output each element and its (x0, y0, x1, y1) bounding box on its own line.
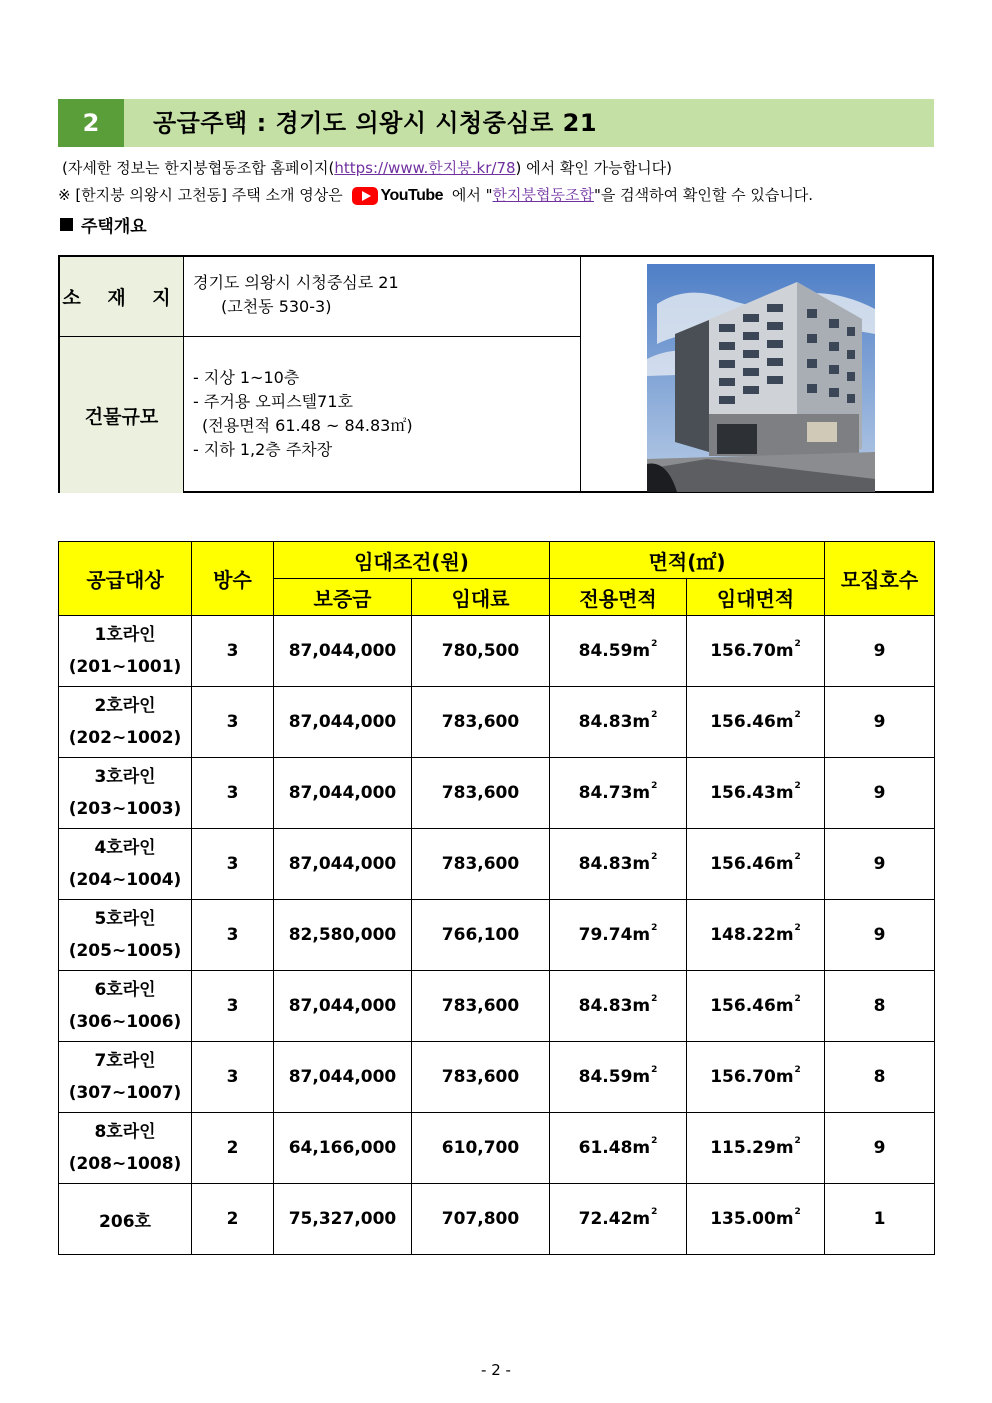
area-unit-sup: 2 (794, 1207, 801, 1217)
cell-units: 1 (825, 1184, 935, 1255)
cell-rooms: 3 (192, 971, 274, 1042)
area-value: 156.46 (710, 854, 776, 874)
scale-line: - 주거용 오피스텔71호 (193, 392, 353, 411)
scale-line: (전용면적 61.48 ~ 84.83㎡) (202, 416, 413, 435)
header-rent-conditions: 임대조건(원) (274, 542, 550, 579)
area-unit: m (632, 783, 651, 803)
header-area: 면적(㎡) (550, 542, 825, 579)
cell-rent: 783,600 (412, 758, 550, 829)
cell-units: 9 (825, 1113, 935, 1184)
cell-units: 8 (825, 971, 935, 1042)
cell-target: 206호 (59, 1184, 192, 1255)
area-value: 115.29 (710, 1138, 776, 1158)
scale-value (184, 337, 581, 493)
youtube-wordmark: YouTube (380, 186, 444, 204)
cell-target (59, 687, 192, 758)
info-line-youtube (58, 184, 813, 205)
cell-rooms: 3 (192, 687, 274, 758)
cell-rent: 783,600 (412, 829, 550, 900)
cell-target (59, 829, 192, 900)
section-header (58, 99, 934, 147)
cell-rent: 610,700 (412, 1113, 550, 1184)
section-title: 공급주택 : 경기도 의왕시 시청중심로 21 (153, 109, 598, 137)
info-text: ※ [한지붕 의왕시 고천동] 주택 소개 영상은 (58, 186, 343, 204)
area-unit-sup: 2 (651, 1136, 658, 1146)
cell-rent: 780,500 (412, 616, 550, 687)
area-value: 84.73 (578, 783, 633, 803)
area-unit: m (632, 854, 651, 874)
info-line-homepage (62, 157, 672, 178)
area-unit: m (775, 925, 794, 945)
line-range: (204~1004) (68, 870, 182, 890)
cell-lease (687, 829, 825, 900)
table-row (59, 1184, 935, 1255)
area-unit: m (632, 641, 651, 661)
cell-exclusive (550, 900, 687, 971)
area-value: 79.74 (578, 925, 633, 945)
header-lease-area: 임대면적 (687, 579, 825, 616)
info-text: (자세한 정보는 한지붕협동조합 홈페이지( (62, 159, 335, 177)
line-range: (208~1008) (68, 1154, 182, 1174)
page-number: - 2 - (481, 1361, 511, 1379)
cell-exclusive (550, 971, 687, 1042)
overview-heading-text: 주택개요 (81, 217, 147, 237)
header-rent: 임대료 (412, 579, 550, 616)
area-unit: m (775, 712, 794, 732)
area-value: 156.43 (710, 783, 776, 803)
table-row (59, 971, 935, 1042)
square-bullet-icon (60, 218, 73, 231)
header-target: 공급대상 (59, 542, 192, 616)
line-name: 7호라인 (94, 1051, 156, 1071)
area-unit-sup: 2 (651, 852, 658, 862)
area-unit: m (775, 1067, 794, 1087)
table-row (59, 1113, 935, 1184)
area-unit: m (632, 996, 651, 1016)
cell-deposit: 87,044,000 (274, 1042, 412, 1113)
cell-deposit: 64,166,000 (274, 1113, 412, 1184)
area-unit-sup: 2 (651, 639, 658, 649)
cell-rooms: 3 (192, 1042, 274, 1113)
area-value: 61.48 (578, 1138, 633, 1158)
line-name: 6호라인 (94, 980, 156, 1000)
cell-deposit: 87,044,000 (274, 829, 412, 900)
homepage-link[interactable]: https://www.한지붕.kr/78 (334, 159, 516, 177)
cell-target (59, 971, 192, 1042)
cell-rent: 783,600 (412, 971, 550, 1042)
header-exclusive-area: 전용면적 (550, 579, 687, 616)
table-row (59, 829, 935, 900)
line-name: 8호라인 (94, 1122, 156, 1142)
scale-line: - 지하 1,2층 주차장 (193, 440, 333, 459)
line-range: (205~1005) (68, 941, 182, 961)
area-value: 156.46 (710, 712, 776, 732)
area-unit: m (775, 996, 794, 1016)
cell-exclusive (550, 758, 687, 829)
search-keyword-link[interactable]: 한지붕협동조합 (492, 186, 594, 204)
area-value: 72.42 (578, 1209, 633, 1229)
cell-lease (687, 616, 825, 687)
cell-rent: 783,600 (412, 687, 550, 758)
cell-exclusive (550, 616, 687, 687)
location-label: 소 재 지 (60, 257, 184, 337)
cell-exclusive (550, 687, 687, 758)
area-value: 156.70 (710, 1067, 776, 1087)
cell-units: 9 (825, 758, 935, 829)
area-value: 135.00 (710, 1209, 776, 1229)
table-row (59, 1042, 935, 1113)
youtube-play-icon (352, 187, 378, 205)
cell-target (59, 1042, 192, 1113)
scale-line: - 지상 1~10층 (193, 368, 300, 387)
cell-rooms: 3 (192, 829, 274, 900)
area-unit-sup: 2 (651, 710, 658, 720)
area-unit-sup: 2 (794, 1136, 801, 1146)
youtube-logo (352, 187, 444, 205)
table-row (59, 758, 935, 829)
cell-lease (687, 1113, 825, 1184)
line-range: (201~1001) (68, 657, 182, 677)
cell-exclusive (550, 1184, 687, 1255)
line-name: 4호라인 (94, 838, 156, 858)
area-unit: m (632, 925, 651, 945)
cell-deposit: 87,044,000 (274, 616, 412, 687)
area-unit: m (775, 1209, 794, 1229)
cell-target (59, 616, 192, 687)
cell-rooms: 2 (192, 1113, 274, 1184)
area-unit-sup: 2 (794, 852, 801, 862)
area-value: 84.59 (578, 1067, 633, 1087)
line-name: 1호라인 (94, 625, 156, 645)
line-range: (203~1003) (68, 799, 182, 819)
area-value: 84.83 (578, 996, 633, 1016)
area-unit-sup: 2 (651, 1207, 658, 1217)
cell-units: 9 (825, 829, 935, 900)
area-unit: m (632, 1138, 651, 1158)
area-unit: m (632, 1067, 651, 1087)
area-value: 84.83 (578, 712, 633, 732)
line-name: 3호라인 (94, 767, 156, 787)
area-value: 84.83 (578, 854, 633, 874)
cell-lease (687, 687, 825, 758)
area-unit-sup: 2 (651, 923, 658, 933)
header-deposit: 보증금 (274, 579, 412, 616)
info-text: 에서 " (451, 186, 493, 204)
cell-units: 9 (825, 900, 935, 971)
table-row (59, 900, 935, 971)
cell-units: 9 (825, 687, 935, 758)
cell-rooms: 3 (192, 616, 274, 687)
cell-target (59, 758, 192, 829)
area-unit-sup: 2 (794, 994, 801, 1004)
cell-units: 9 (825, 616, 935, 687)
cell-rooms: 3 (192, 758, 274, 829)
header-units: 모집호수 (825, 542, 935, 616)
cell-lease (687, 1042, 825, 1113)
cell-rooms: 3 (192, 900, 274, 971)
cell-rooms: 2 (192, 1184, 274, 1255)
area-unit: m (632, 1209, 651, 1229)
section-number: 2 (58, 99, 124, 147)
table-row (59, 616, 935, 687)
rental-conditions-table (58, 541, 935, 1255)
area-unit: m (775, 1138, 794, 1158)
area-unit: m (775, 641, 794, 661)
location-address: 경기도 의왕시 시청중심로 21 (193, 273, 399, 292)
cell-exclusive (550, 1042, 687, 1113)
area-unit-sup: 2 (651, 1065, 658, 1075)
location-lot: (고천동 530-3) (221, 297, 332, 316)
cell-exclusive (550, 1113, 687, 1184)
cell-units: 8 (825, 1042, 935, 1113)
area-unit-sup: 2 (794, 923, 801, 933)
area-value: 156.46 (710, 996, 776, 1016)
table-row (59, 687, 935, 758)
info-text: ) 에서 확인 가능합니다) (515, 159, 672, 177)
overview-table (58, 255, 934, 493)
cell-deposit: 82,580,000 (274, 900, 412, 971)
building-photo (647, 264, 875, 492)
line-range: (307~1007) (68, 1083, 182, 1103)
cell-target (59, 900, 192, 971)
cell-lease (687, 1184, 825, 1255)
area-unit-sup: 2 (794, 639, 801, 649)
cell-lease (687, 758, 825, 829)
line-name: 2호라인 (94, 696, 156, 716)
cell-rent: 783,600 (412, 1042, 550, 1113)
area-unit-sup: 2 (794, 781, 801, 791)
cell-deposit: 75,327,000 (274, 1184, 412, 1255)
overview-heading (60, 212, 147, 237)
cell-lease (687, 900, 825, 971)
area-unit-sup: 2 (794, 1065, 801, 1075)
info-text: "을 검색하여 확인할 수 있습니다. (593, 186, 814, 204)
location-value (184, 257, 581, 337)
header-rooms: 방수 (192, 542, 274, 616)
line-range: (202~1002) (68, 728, 182, 748)
cell-lease (687, 971, 825, 1042)
area-unit: m (632, 712, 651, 732)
cell-rent: 707,800 (412, 1184, 550, 1255)
line-name: 5호라인 (94, 909, 156, 929)
scale-label: 건물규모 (60, 337, 184, 493)
area-unit: m (775, 783, 794, 803)
cell-target (59, 1113, 192, 1184)
cell-deposit: 87,044,000 (274, 758, 412, 829)
area-value: 156.70 (710, 641, 776, 661)
cell-deposit: 87,044,000 (274, 971, 412, 1042)
area-value: 84.59 (578, 641, 633, 661)
area-value: 148.22 (710, 925, 776, 945)
area-unit-sup: 2 (651, 994, 658, 1004)
line-range: (306~1006) (68, 1012, 182, 1032)
cell-rent: 766,100 (412, 900, 550, 971)
area-unit-sup: 2 (651, 781, 658, 791)
area-unit-sup: 2 (794, 710, 801, 720)
cell-deposit: 87,044,000 (274, 687, 412, 758)
area-unit: m (775, 854, 794, 874)
cell-exclusive (550, 829, 687, 900)
